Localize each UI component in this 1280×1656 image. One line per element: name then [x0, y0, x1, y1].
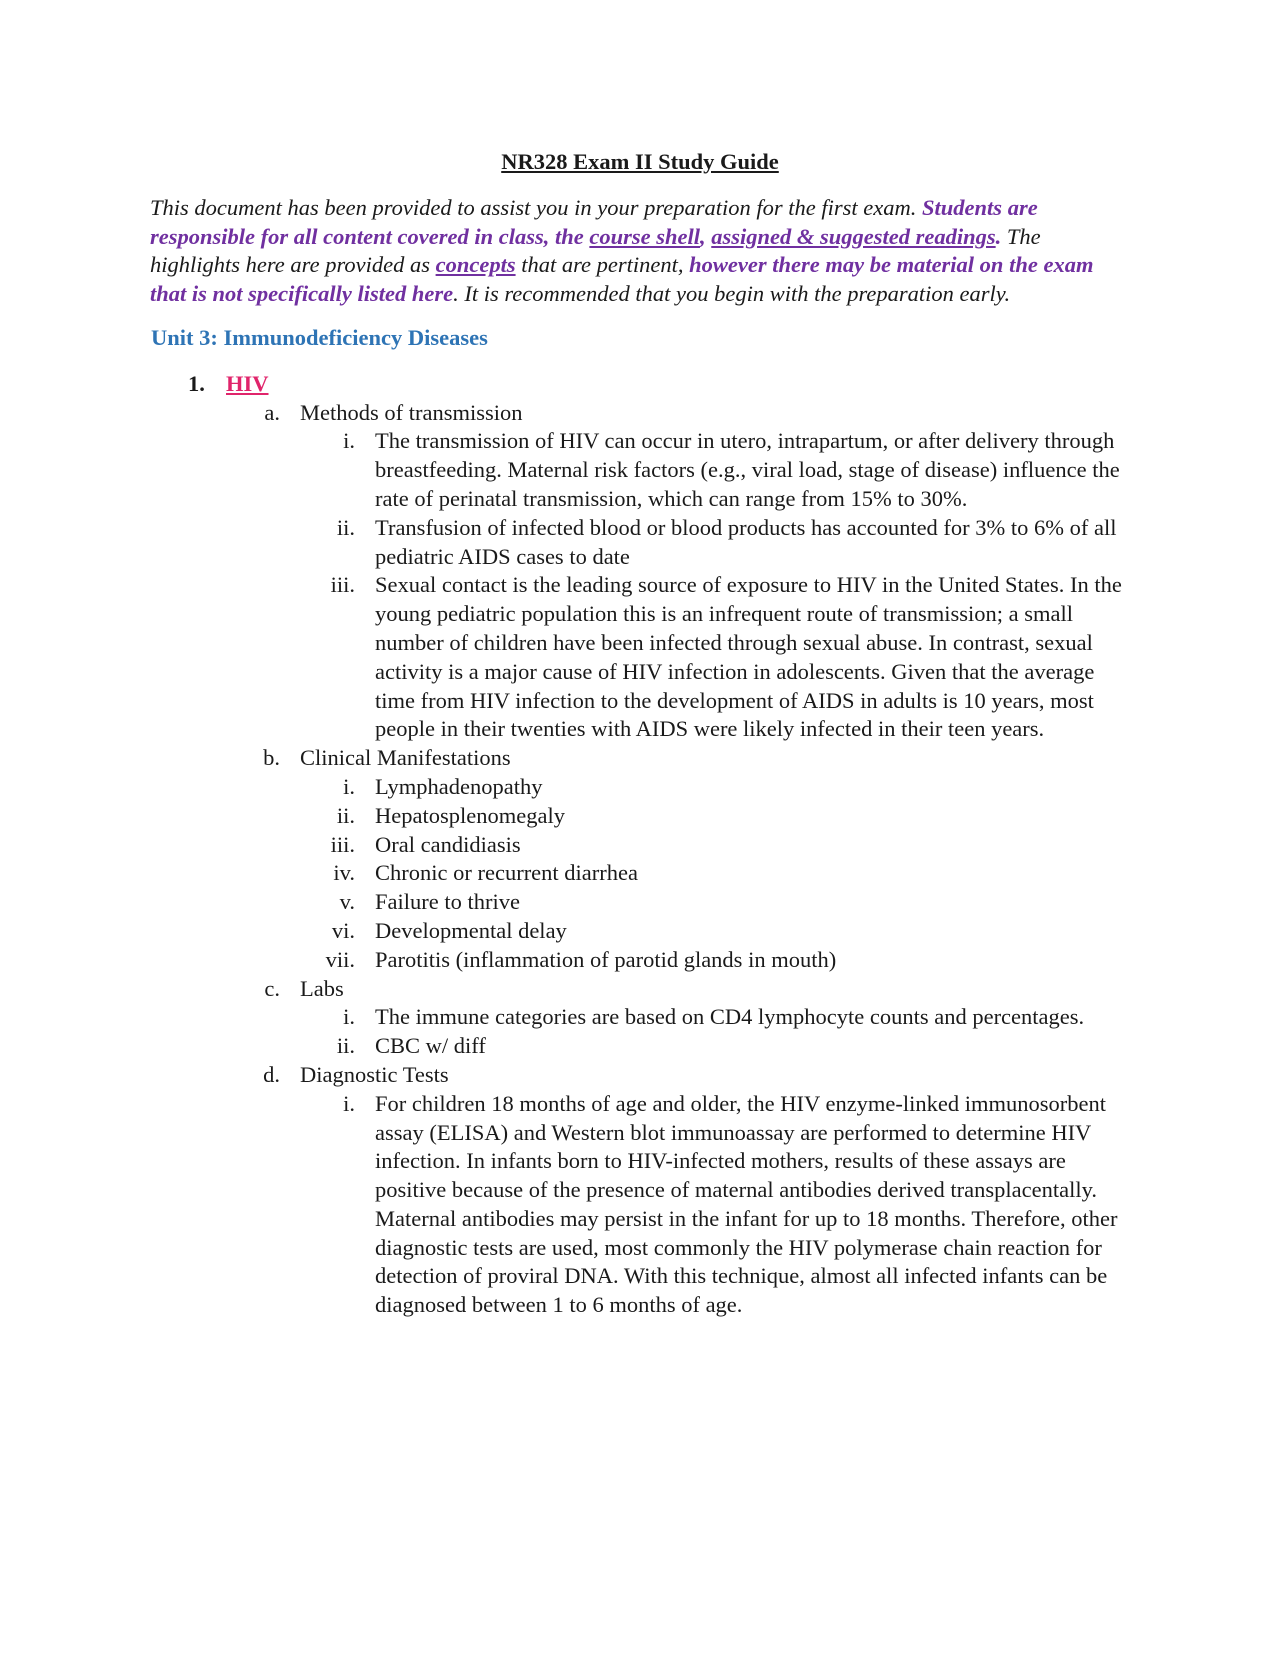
list-item-text: Transfusion of infected blood or blood products has accounted for 3% to 6% of all pediatric AIDS cases to date — [375, 514, 1117, 569]
list-item — [150, 1032, 1130, 1061]
section-label: Methods of transmission — [300, 399, 523, 425]
section-labs — [150, 975, 1130, 1004]
section-diagnostic-tests — [150, 1061, 1130, 1090]
intro-emphasis-2: however there may be material on the exam that is not specifically listed here — [150, 252, 1094, 307]
intro-emphasis-1: Students are responsible for all content covered in class, the — [150, 194, 1038, 249]
document-page — [150, 148, 1130, 1320]
list-item-text: Sexual contact is the leading source of exposure to HIV in the United States. In the young pediatric population this is an infrequent route of transmission; a small number of children have been infected through sexual abuse. In contrast, sexual activity is a major cause of HIV infection in adolescents. Given that the average time from HIV infection to the development of AIDS in adults is 10 years, most people in their twenties with AIDS were likely infected in their teen years. — [375, 572, 1122, 742]
list-item — [150, 773, 1130, 802]
section-marker: b. — [263, 745, 280, 771]
list-item-text: For children 18 months of age and older, the HIV enzyme-linked immunosorbent assay (ELISA) and Western blot immunoassay are performed to determine HIV infection. In infants born to HIV-infected mothers, results of these assays are positive because of the presence of maternal antibodies derived transplacentally. Maternal antibodies may persist in the infant for up to 18 months. Therefore, other diagnostic tests are used, most commonly the HIV polymerase chain reaction for detection of proviral DNA. With this technique, almost all infected infants can be diagnosed between 1 to 6 months of age. — [375, 1090, 1118, 1318]
list-item — [150, 514, 1130, 572]
list-item-text: Chronic or recurrent diarrhea — [375, 860, 638, 886]
topic-marker: 1. — [188, 370, 205, 396]
course-shell-link[interactable]: course shell — [589, 223, 700, 249]
list-item-marker: ii. — [336, 1033, 355, 1059]
list-item-marker: ii. — [336, 514, 355, 540]
list-item — [150, 917, 1130, 946]
intro-text-4: . It is recommended that you begin with the preparation early. — [453, 281, 1011, 307]
list-item-marker: vii. — [325, 946, 355, 972]
topic-item — [150, 370, 1130, 399]
list-item-text: Parotitis (inflammation of parotid glands in mouth) — [375, 946, 837, 972]
concepts-link[interactable]: concepts — [435, 252, 516, 278]
list-item — [150, 946, 1130, 975]
section-methods-of-transmission — [150, 399, 1130, 428]
readings-link[interactable]: assigned & suggested readings — [711, 223, 996, 249]
list-item — [150, 1003, 1130, 1032]
list-item-text: The transmission of HIV can occur in utero, intrapartum, or after delivery through breastfeeding. Maternal risk factors (e.g., viral load, stage of disease) influence the rate of perinatal transmission, which can range from 15% to 30%. — [375, 428, 1120, 511]
intro-paragraph — [150, 194, 1130, 309]
section-marker: c. — [264, 975, 280, 1001]
section-label: Diagnostic Tests — [300, 1061, 449, 1087]
list-item — [150, 888, 1130, 917]
list-item-text: Hepatosplenomegaly — [375, 802, 565, 828]
list-item-marker: vi. — [331, 917, 355, 943]
section-marker: a. — [264, 399, 280, 425]
section-label: Labs — [300, 975, 344, 1001]
list-item — [150, 1090, 1130, 1320]
intro-text-2: The highlights here are provided as — [150, 223, 1041, 278]
list-item — [150, 831, 1130, 860]
list-item-marker: i. — [343, 428, 355, 454]
list-item — [150, 427, 1130, 513]
intro-dot: . — [995, 223, 1002, 249]
list-item — [150, 859, 1130, 888]
section-marker: d. — [263, 1061, 280, 1087]
list-item-text: CBC w/ diff — [375, 1033, 486, 1059]
list-item-marker: i. — [343, 1004, 355, 1030]
list-item-text: Failure to thrive — [375, 889, 520, 915]
section-clinical-manifestations — [150, 744, 1130, 773]
list-item — [150, 802, 1130, 831]
list-item-text: The immune categories are based on CD4 lymphocyte counts and percentages. — [375, 1004, 1085, 1030]
list-item-text: Lymphadenopathy — [375, 773, 543, 799]
list-item-marker: ii. — [336, 802, 355, 828]
intro-text-3: that are pertinent, — [515, 252, 690, 278]
list-item-marker: i. — [343, 773, 355, 799]
topic-label: HIV — [226, 370, 269, 396]
list-item-text: Oral candidiasis — [375, 831, 521, 857]
list-item-marker: iii. — [330, 831, 355, 857]
page-title: NR328 Exam II Study Guide — [501, 149, 779, 174]
intro-text-1: This document has been provided to assist you in your preparation for the first exam. — [150, 194, 923, 220]
list-item-marker: iii. — [330, 572, 355, 598]
section-label: Clinical Manifestations — [300, 745, 511, 771]
unit-heading: Unit 3: Immunodeficiency Diseases — [151, 324, 488, 350]
list-item — [150, 571, 1130, 744]
list-item-marker: iv. — [333, 860, 355, 886]
intro-separator: , — [700, 223, 712, 249]
list-item-marker: v. — [339, 889, 355, 915]
list-item-marker: i. — [343, 1090, 355, 1116]
list-item-text: Developmental delay — [375, 917, 567, 943]
